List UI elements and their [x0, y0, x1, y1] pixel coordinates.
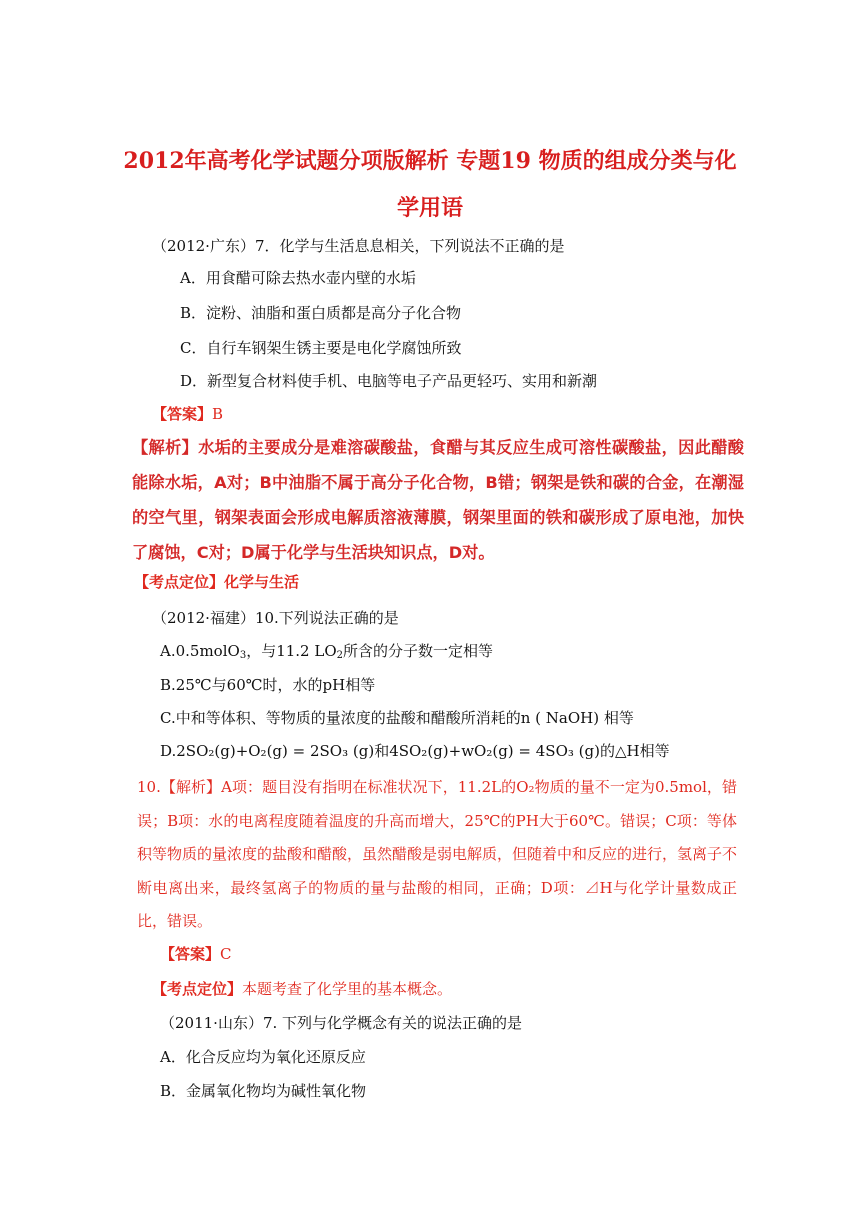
subscript-2: 2 — [336, 650, 343, 661]
q1-option-b: B．淀粉、油脂和蛋白质都是高分子化合物 — [180, 304, 462, 322]
q1-stem: （2012·广东）7．化学与生活息息相关，下列说法不正确的是 — [152, 237, 565, 255]
q2-option-a-part-2: ，与11.2 LO — [246, 642, 337, 660]
q1-kaodian — [134, 572, 299, 592]
q2-option-c: C.中和等体积、等物质的量浓度的盐酸和醋酸所消耗的n ( NaOH) 相等 — [160, 709, 634, 727]
subscript-3: 3 — [239, 650, 247, 661]
q2-option-a-part-3: 所含的分子数一定相等 — [343, 642, 494, 660]
q2-stem: （2012·福建）10.下列说法正确的是 — [152, 609, 399, 627]
q2-answer-value: C — [220, 945, 232, 963]
q1-answer — [152, 404, 223, 424]
document-title-line-2: 学用语 — [396, 195, 463, 221]
q1-answer-label: 【答案】 — [152, 405, 213, 423]
q2-kaodian — [152, 979, 452, 999]
q2-kaodian-text: 本题考查了化学里的基本概念。 — [242, 980, 453, 998]
q1-answer-value: B — [212, 405, 224, 423]
q3-option-b: B．金属氧化物均为碱性氧化物 — [160, 1082, 367, 1100]
q2-answer-label: 【答案】 — [160, 945, 221, 963]
q2-option-d: D.2SO₂(g)+O₂(g) = 2SO₃ (g)和4SO₂(g)+wO₂(g) = 4SO₃ (g)的△H相等 — [160, 742, 670, 760]
q1-option-c: C．自行车钢架生锈主要是电化学腐蚀所致 — [180, 339, 462, 357]
q2-option-b: B.25℃与60℃时，水的pH相等 — [160, 676, 376, 694]
q2-analysis: 10.【解析】A项：题目没有指明在标准状况下，11.2L的O₂物质的量不一定为0.5mol，错误；B项：水的电离程度随着温度的升高而增大，25℃的PH大于60℃。错误；C项：等体积等物质的量浓度的盐酸和醋酸，虽然醋酸是弱电解质，但随着中和反应的进行，氢离子不断电离出来，最终氢离子的物质的量与盐酸的相同，正确；D项：⊿H与化学计量数成正比，错误。 — [137, 778, 738, 930]
q1-option-d: D．新型复合材料使手机、电脑等电子产品更轻巧、实用和新潮 — [180, 372, 598, 390]
q1-kaodian-label: 【考点定位】 — [134, 573, 225, 591]
q1-analysis — [132, 430, 744, 570]
q1-option-a: A．用食醋可除去热水壶内壁的水垢 — [180, 269, 416, 287]
document-title-line-1: 2012年高考化学试题分项版解析 专题19 物质的组成分类与化 — [123, 148, 737, 174]
q1-analysis-text: 水垢的主要成分是难溶碳酸盐，食醋与其反应生成可溶性碳酸盐，因此醋酸能除水垢，A对；B中油脂不属于高分子化合物，B错；钢架是铁和碳的合金，在潮湿的空气里，钢架表面会形成电解质溶液薄膜，钢架里面的铁和碳形成了原电池，加快了腐蚀，C对；D属于化学与生活块知识点，D对。 — [132, 438, 744, 562]
q2-option-a — [160, 641, 493, 661]
q1-analysis-label: 【解析】 — [132, 438, 199, 457]
q2-answer — [160, 944, 232, 964]
q2-option-a-part-1: A.0.5molO — [160, 642, 240, 660]
q3-option-a: A．化合反应均为氧化还原反应 — [160, 1048, 366, 1066]
q3-stem: （2011·山东）7. 下列与化学概念有关的说法正确的是 — [160, 1014, 523, 1032]
q2-kaodian-label: 【考点定位】 — [152, 980, 243, 998]
q1-kaodian-text: 化学与生活 — [224, 573, 300, 591]
